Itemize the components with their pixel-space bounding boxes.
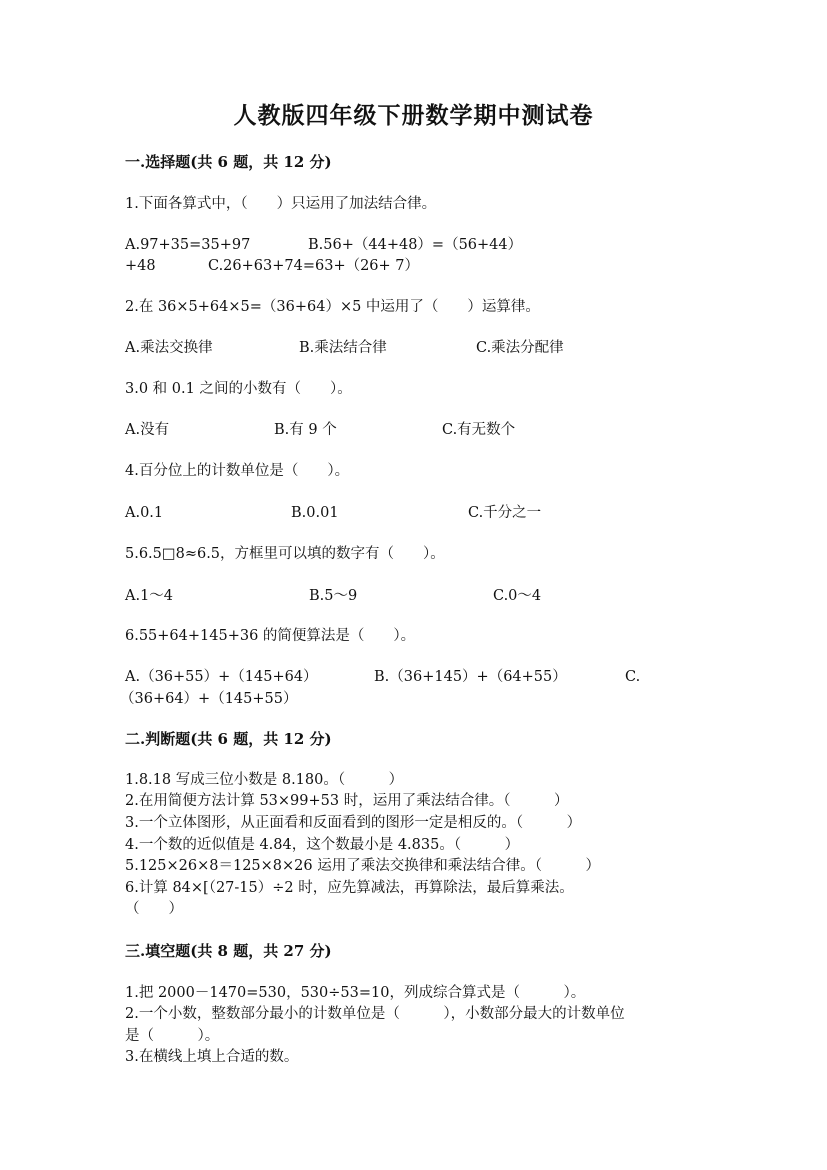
section-3-heading: 三.填空题(共 8 题，共 27 分) [125, 942, 332, 960]
q1-option-c: C.26+63+74=63+（26+ 7） [208, 258, 420, 274]
judge-item-4: 4.一个数的近似值是 4.84，这个数最小是 4.835。（ ） [125, 837, 520, 853]
q4-option-a: A.0.1 [125, 505, 164, 521]
judge-item-2: 2.在用简便方法计算 53×99+53 时，运用了乘法结合律。（ ） [125, 793, 569, 809]
q3-option-b: B.有 9 个 [274, 422, 337, 438]
q5-option-c: C.0～4 [493, 588, 542, 604]
q6-option-c: C. [625, 669, 641, 685]
q1-option-b: B.56+（44+48）=（56+44） [308, 237, 523, 253]
q4-option-b: B.0.01 [291, 505, 339, 521]
fill-q3: 3.在横线上填上合适的数。 [125, 1049, 299, 1065]
q4-stem: 4.百分位上的计数单位是（ ）。 [125, 463, 350, 479]
q5-option-b: B.5～9 [309, 588, 358, 604]
judge-item-1: 1.8.18 写成三位小数是 8.180。（ ） [125, 772, 404, 788]
q2-option-b: B.乘法结合律 [299, 340, 387, 356]
q3-option-c: C.有无数个 [442, 422, 516, 438]
fill-q2-cont: 是（ ）。 [125, 1028, 220, 1044]
q6-stem: 6.55+64+145+36 的简便算法是（ ）。 [125, 628, 416, 644]
q1-option-a: A.97+35=35+97 [125, 237, 251, 253]
q3-stem: 3.0 和 0.1 之间的小数有（ ）。 [125, 381, 352, 397]
q6-option-a: A.（36+55）+（145+64） [125, 669, 318, 685]
q3-option-a: A.没有 [125, 422, 170, 438]
section-2-heading: 二.判断题(共 6 题，共 12 分) [125, 730, 332, 748]
q5-stem: 5.6.5□8≈6.5，方框里可以填的数字有（ ）。 [125, 546, 445, 562]
fill-q1: 1.把 2000－1470=530，530÷53=10，列成综合算式是（ ）。 [125, 985, 586, 1001]
q1-option-b-cont: +48 [125, 258, 156, 274]
q2-option-a: A.乘法交换律 [125, 340, 213, 356]
q4-option-c: C.千分之一 [468, 505, 542, 521]
section-1-heading: 一.选择题(共 6 题，共 12 分) [125, 153, 332, 171]
q2-stem: 2.在 36×5+64×5=（36+64）×5 中运用了（ ）运算律。 [125, 299, 540, 315]
judge-item-5: 5.125×26×8＝125×8×26 运用了乘法交换律和乘法结合律。（ ） [125, 858, 600, 874]
q1-stem: 1.下面各算式中，（ ）只运用了加法结合律。 [125, 196, 437, 212]
fill-q2: 2.一个小数，整数部分最小的计数单位是（ ），小数部分最大的计数单位 [125, 1006, 625, 1022]
judge-item-6: 6.计算 84×[（27-15）÷2 时，应先算减法，再算除法，最后算乘法。 [125, 880, 574, 896]
judge-item-3: 3.一个立体图形，从正面看和反面看到的图形一定是相反的。（ ） [125, 815, 582, 831]
q6-option-b: B.（36+145）+（64+55） [374, 669, 567, 685]
judge-item-6-cont: （ ） [125, 901, 183, 917]
q6-option-c-cont: （36+64）+（145+55） [120, 691, 298, 707]
q2-option-c: C.乘法分配律 [476, 340, 564, 356]
q5-option-a: A.1～4 [125, 588, 174, 604]
page-title: 人教版四年级下册数学期中测试卷 [233, 102, 594, 129]
